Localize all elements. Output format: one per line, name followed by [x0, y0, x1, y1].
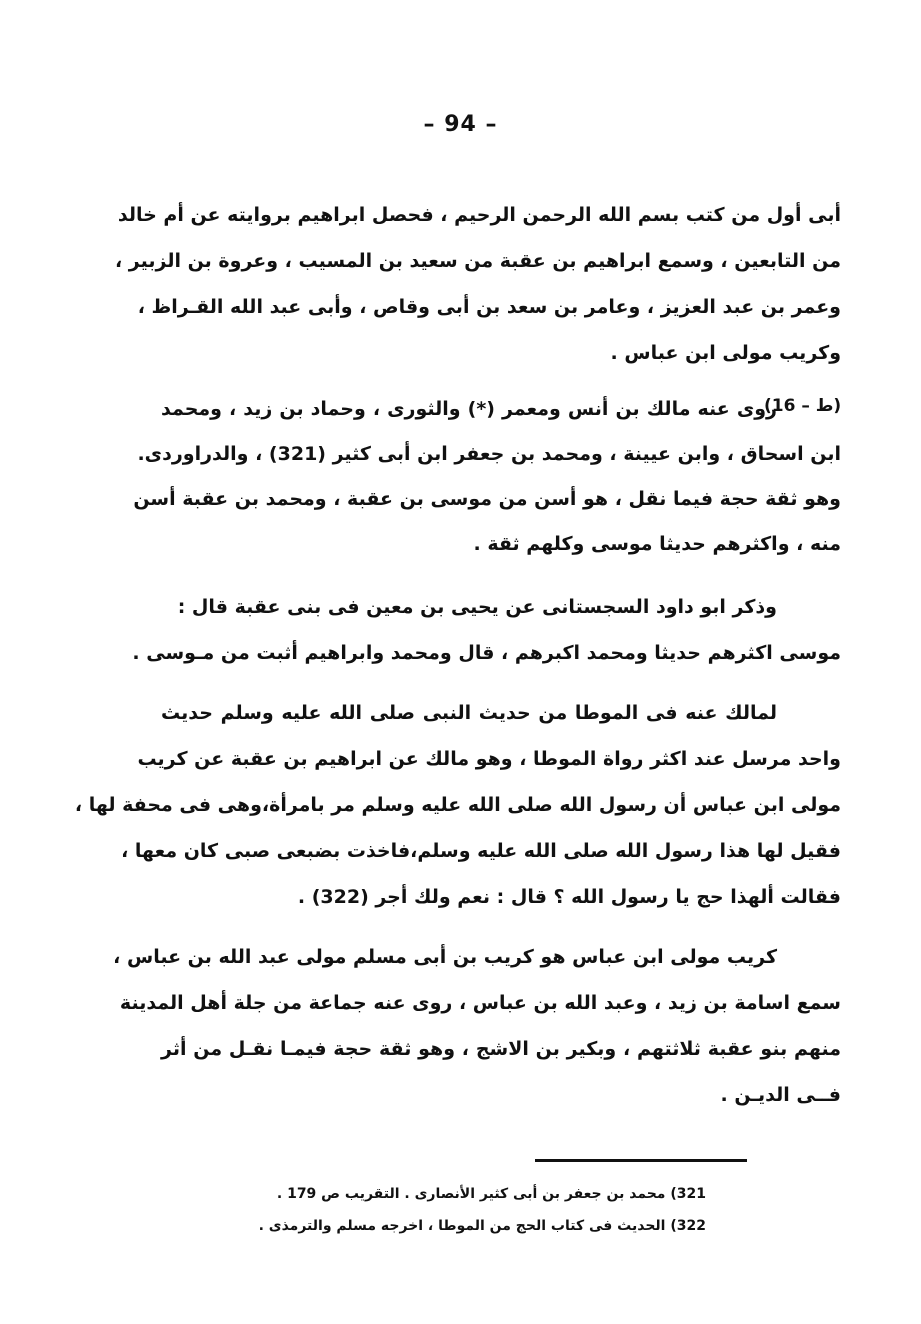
paragraph-3 — [132, 584, 841, 676]
text-line: لمالك عنه فى الموطا من حديث النبى صلى الله عليه وسلم حديث — [161, 702, 777, 724]
footnote-divider — [535, 1159, 747, 1162]
text-line: منهم بنو عقبة ثلاثتهم ، وبكير بن الاشج ، وهو ثقة حجة فيمـا نقـل من أثر — [161, 1038, 841, 1060]
margin-reference: (16 – ط) — [764, 396, 842, 416]
paragraph-5 — [113, 934, 841, 1118]
paragraph-2 — [133, 387, 841, 567]
paragraph-4 — [74, 690, 841, 920]
text-line: روى عنه مالك بن أنس ومعمر (*) والثورى ، وحماد بن زيد ، ومحمد — [161, 398, 777, 420]
text-line: فقالت ألهذا حج يا رسول الله ؟ قال : نعم ولك أجر (322) . — [297, 886, 841, 908]
footnote-322: 322) الحديث فى كتاب الحج من الموطا ، اخرجه مسلم والترمذى . — [258, 1218, 706, 1234]
paragraph-1 — [114, 192, 841, 376]
text-line: وهو ثقة حجة فيما نقل ، هو أسن من موسى بن عقبة ، ومحمد بن عقبة أسن — [133, 488, 841, 510]
text-line: وعمر بن عبد العزيز ، وعامر بن سعد بن أبى وقاص ، وأبى عبد الله القـراظ ، — [137, 296, 841, 318]
text-line: سمع اسامة بن زيد ، وعبد الله بن عباس ، روى عنه جماعة من جلة أهل المدينة — [119, 992, 841, 1014]
text-line: ابن اسحاق ، وابن عيينة ، ومحمد بن جعفر ابن أبى كثير (321) ، والدراوردى. — [137, 443, 841, 465]
text-line: وكريب مولى ابن عباس . — [610, 342, 841, 364]
footnote-321: 321) محمد بن جعفر بن أبى كثير الأنصارى . التقريب ص 179 . — [276, 1186, 706, 1202]
text-line: وذكر ابو داود السجستانى عن يحيى بن معين فى بنى عقبة قال : — [177, 596, 777, 618]
text-line: مولى ابن عباس أن رسول الله صلى الله عليه وسلم مر بامرأة،وهى فى محفة لها ، — [74, 794, 841, 816]
text-line: موسى اكثرهم حديثا ومحمد اكبرهم ، قال ومحمد وابراهيم أثبت من مـوسى . — [132, 642, 841, 664]
text-line: فقيل لها هذا رسول الله صلى الله عليه وسلم،فاخذت بضبعى صبى كان معها ، — [121, 840, 841, 862]
text-line: من التابعين ، وسمع ابراهيم بن عقبة من سعيد بن المسيب ، وعروة بن الزبير ، — [114, 250, 841, 272]
text-line: فــى الديـن . — [720, 1084, 841, 1106]
footnotes — [226, 1178, 706, 1242]
text-line: كريب مولى ابن عباس هو كريب بن أبى مسلم مولى عبد الله بن عباس ، — [113, 946, 777, 968]
page-number: – 94 – — [423, 112, 498, 137]
text-line: واحد مرسل عند اكثر رواة الموطا ، وهو مالك عن ابراهيم بن عقبة عن كريب — [137, 748, 841, 770]
text-line: أبى أول من كتب بسم الله الرحمن الرحيم ، فحصل ابراهيم بروايته عن أم خالد — [117, 204, 841, 226]
text-line: منه ، واكثرهم حديثا موسى وكلهم ثقة . — [473, 533, 841, 555]
